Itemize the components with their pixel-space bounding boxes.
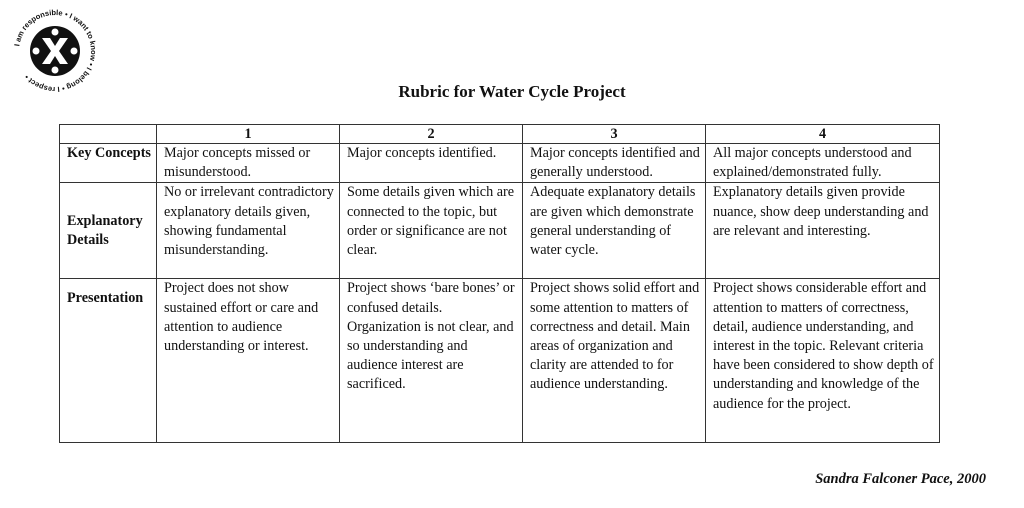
criterion-key-concepts: Key Concepts <box>60 144 157 183</box>
table-cell: Project does not show sustained effort or care and attention to audience understanding or interest. <box>157 279 340 443</box>
table-cell: Project shows solid effort and some attention to matters of correctness and detail. Main areas of organization and clarity are attended to for audience understanding. <box>523 279 706 443</box>
criterion-explanatory-details: Explanatory Details <box>60 183 157 279</box>
column-header-3: 3 <box>523 125 706 144</box>
rubric-table <box>59 124 940 443</box>
column-header-blank <box>60 125 157 144</box>
table-cell: Project shows ‘bare bones’ or confused details. Organization is not clear, and so understanding and audience interest are sacrificed. <box>340 279 523 443</box>
criterion-presentation: Presentation <box>60 279 157 443</box>
table-cell: Some details given which are connected to the topic, but order or significance are not clear. <box>340 183 523 279</box>
table-cell: No or irrelevant contradictory explanatory details given, showing fundamental misunderstanding. <box>157 183 340 279</box>
table-cell: Major concepts identified. <box>340 144 523 183</box>
table-cell: Explanatory details given provide nuance, show deep understanding and are relevant and interesting. <box>706 183 940 279</box>
emblem-ring-text: I am responsible • I want to know • I belong • I respect • <box>12 8 98 94</box>
table-cell: Project shows considerable effort and attention to matters of correctness, detail, audience understanding, and interest in the topic. Relevant criteria have been considered to show depth of understanding and knowledge of the audience for the project. <box>706 279 940 443</box>
table-cell: Adequate explanatory details are given which demonstrate general understanding of water cycle. <box>523 183 706 279</box>
column-header-1: 1 <box>157 125 340 144</box>
table-cell: Major concepts missed or misunderstood. <box>157 144 340 183</box>
page-title: Rubric for Water Cycle Project <box>398 82 626 101</box>
table-row <box>60 279 940 443</box>
column-header-2: 2 <box>340 125 523 144</box>
table-row <box>60 183 940 279</box>
author-credit: Sandra Falconer Pace, 2000 <box>815 471 986 487</box>
table-row <box>60 144 940 183</box>
header-row <box>60 125 940 144</box>
column-header-4: 4 <box>706 125 940 144</box>
table-cell: All major concepts understood and explained/demonstrated fully. <box>706 144 940 183</box>
table-cell: Major concepts identified and generally understood. <box>523 144 706 183</box>
